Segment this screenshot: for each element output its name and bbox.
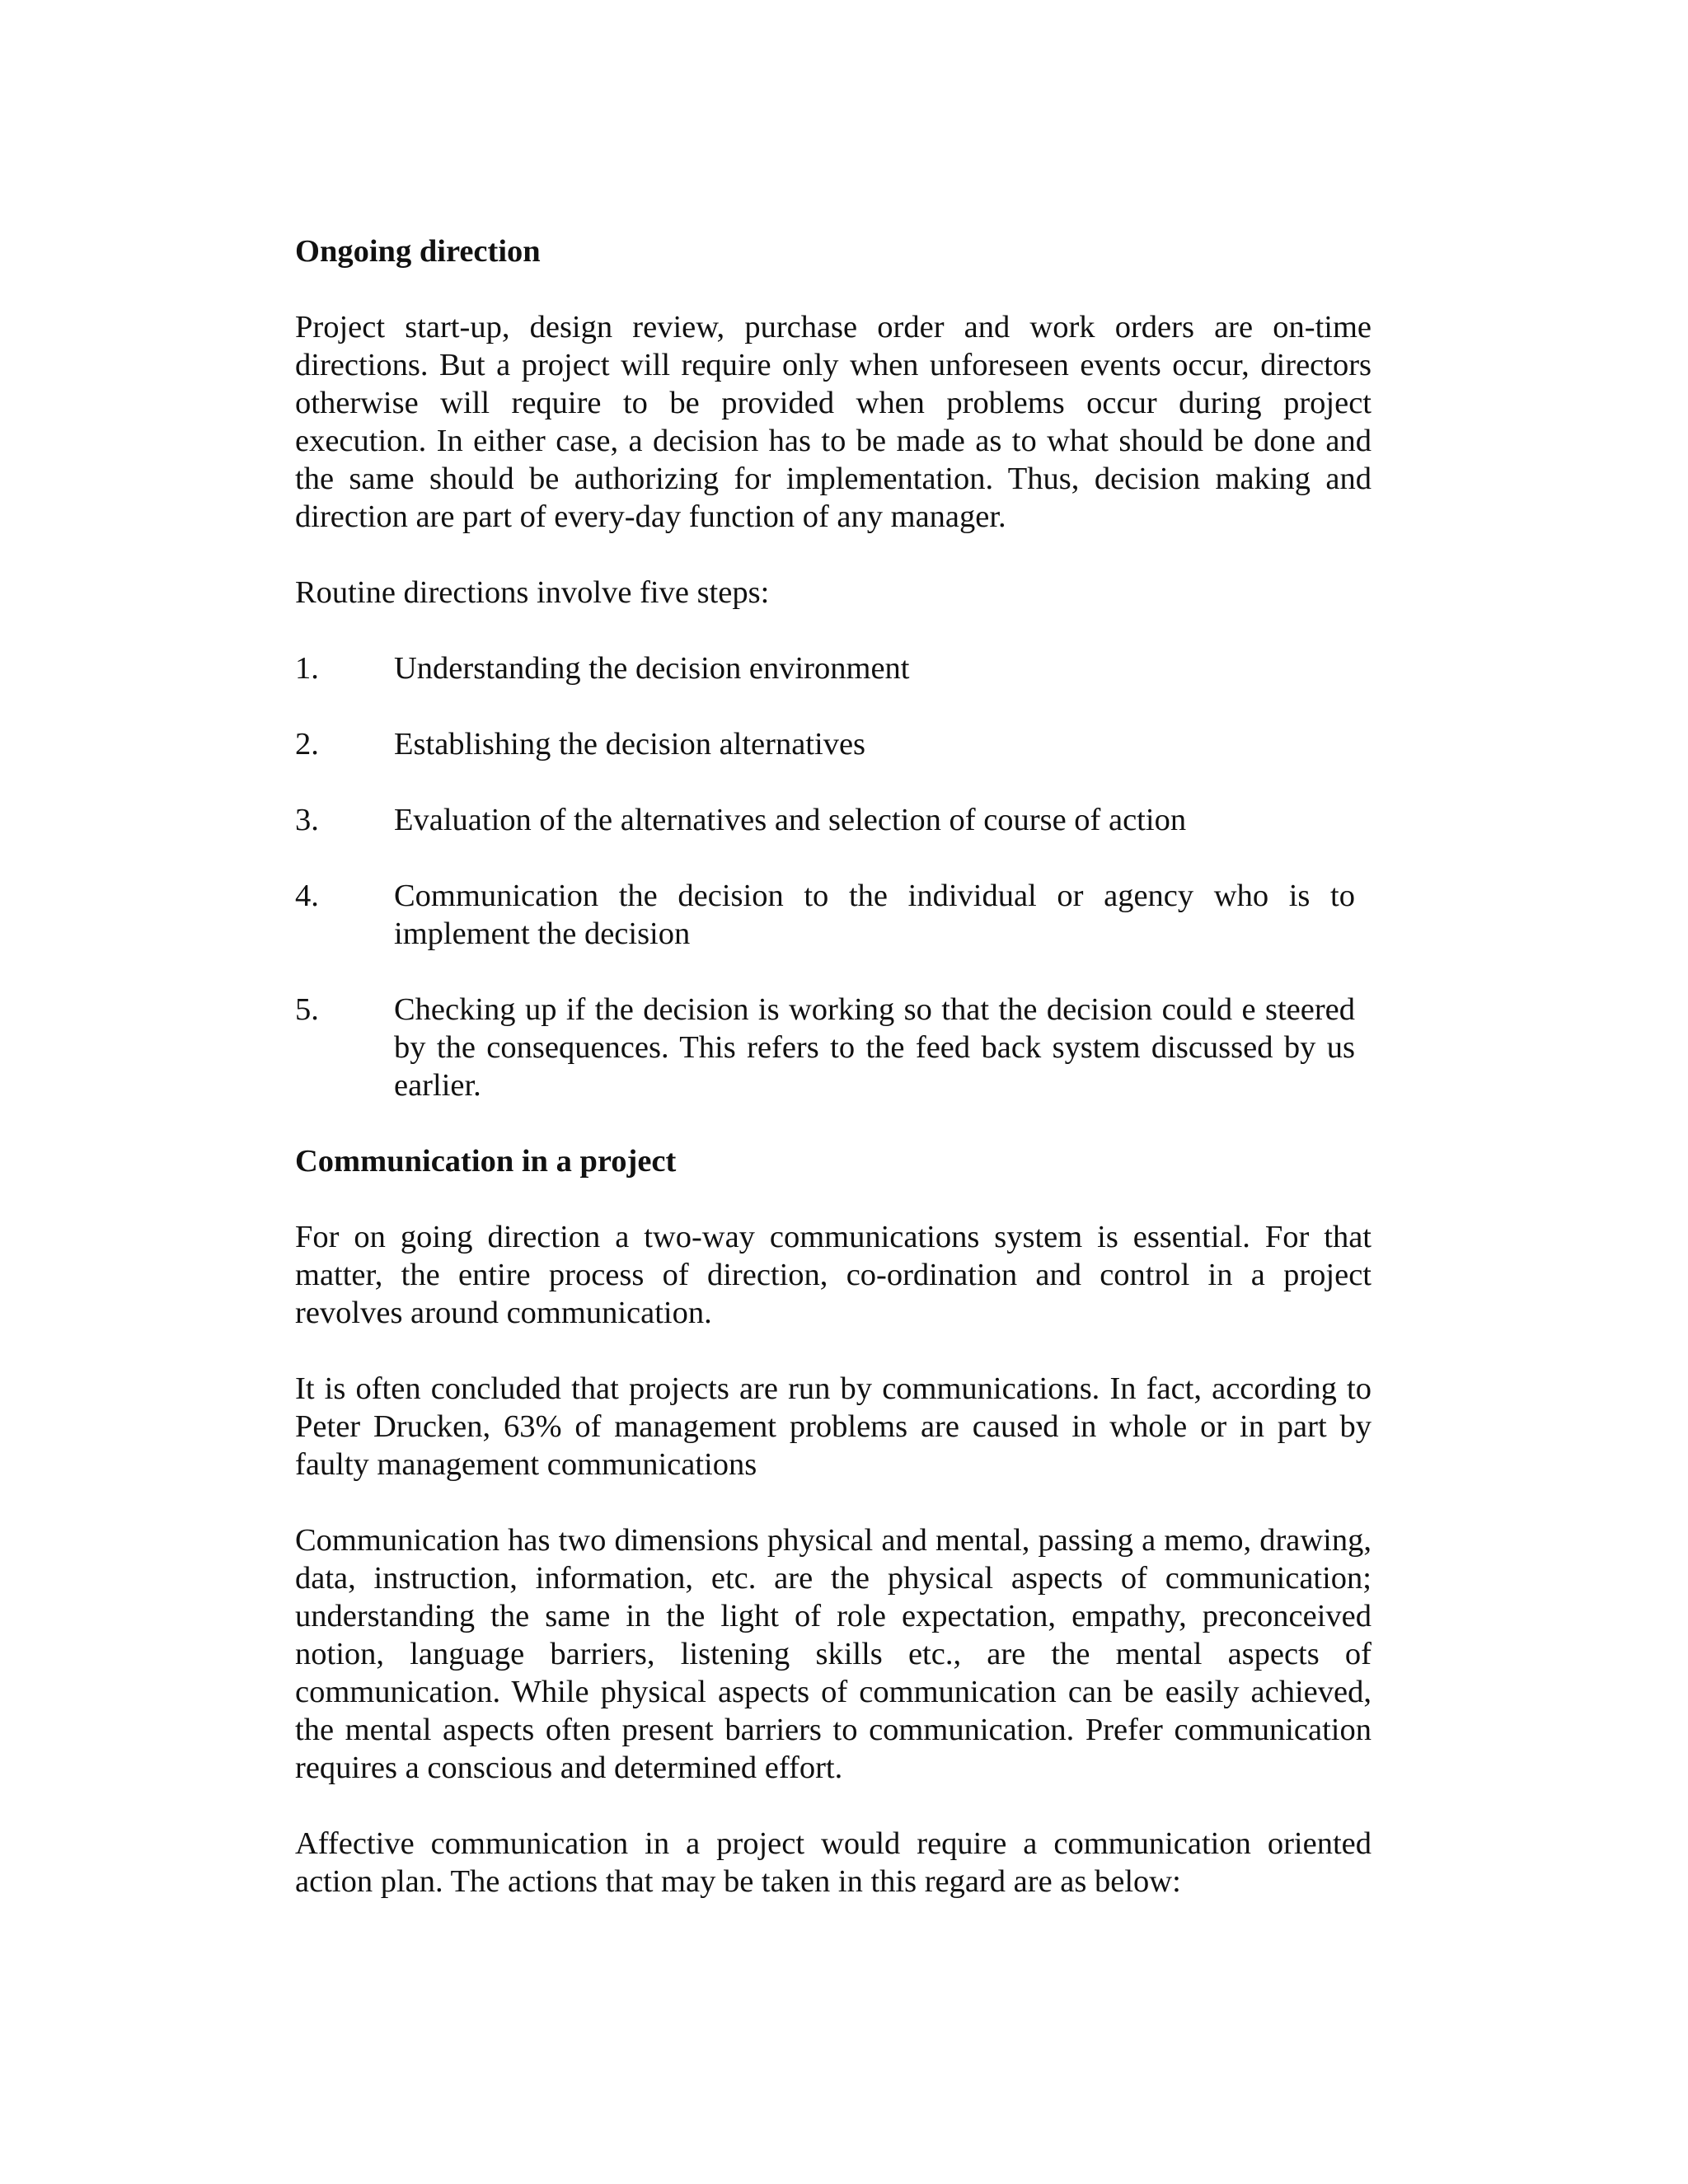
paragraph-ongoing-direction: Project start-up, design review, purchase order and work orders are on-time directions. But a project will require only when unforeseen events occur, directors otherwise will require to be provided when problems occur during project execution. In either case, a decision has to be made as to what should be done and the same should be authorizing for implementation. Thus, decision making and direction are part of every-day function of any manager. — [295, 310, 1372, 534]
paragraph-communication-1: For on going direction a two-way communications system is essential. For that matter, the entire process of direction, co-ordination and control in a project revolves around communication. — [295, 1220, 1372, 1330]
list-item-number: 2. — [295, 727, 319, 762]
list-item-text: Communication the decision to the individual or agency who is to implement the decision — [394, 879, 1355, 951]
list-item-number: 4. — [295, 879, 319, 913]
list-item-text: Establishing the decision alternatives — [394, 727, 866, 762]
list-item-text: Evaluation of the alternatives and selection of course of action — [394, 803, 1187, 837]
list-item-text: Understanding the decision environment — [394, 651, 910, 686]
list-item — [295, 877, 1372, 953]
list-item-number: 3. — [295, 803, 319, 837]
heading-communication-in-project: Communication in a project — [295, 1144, 677, 1179]
list-item — [295, 649, 1372, 687]
list-item — [295, 725, 1372, 763]
routine-steps-list — [295, 649, 1372, 1104]
paragraph-communication-2: It is often concluded that projects are run by communications. In fact, according to Peter Drucken, 63% of management problems are caused in whole or in part by faulty management communications — [295, 1371, 1372, 1482]
list-item-number: 5. — [295, 992, 319, 1027]
list-item-number: 1. — [295, 651, 319, 686]
list-item — [295, 991, 1372, 1104]
heading-ongoing-direction: Ongoing direction — [295, 234, 541, 269]
paragraph-communication-3: Communication has two dimensions physical and mental, passing a memo, drawing, data, instruction, information, etc. are the physical aspects of communication; understanding the same in the light of role expectation, empathy, preconceived notion, language barriers, listening skills etc., are the mental aspects of communication. While physical aspects of communication can be easily achieved, the mental aspects often present barriers to communication. Prefer communication requires a conscious and determined effort. — [295, 1523, 1372, 1785]
paragraph-communication-4: Affective communication in a project would require a communication oriented action plan. The actions that may be taken in this regard are as below: — [295, 1826, 1372, 1899]
page-content — [295, 232, 1372, 1938]
list-item — [295, 801, 1372, 839]
routine-directions-intro: Routine directions involve five steps: — [295, 575, 770, 610]
list-item-text: Checking up if the decision is working so that the decision could e steered by the consequences. This refers to the feed back system discussed by us earlier. — [394, 992, 1355, 1103]
